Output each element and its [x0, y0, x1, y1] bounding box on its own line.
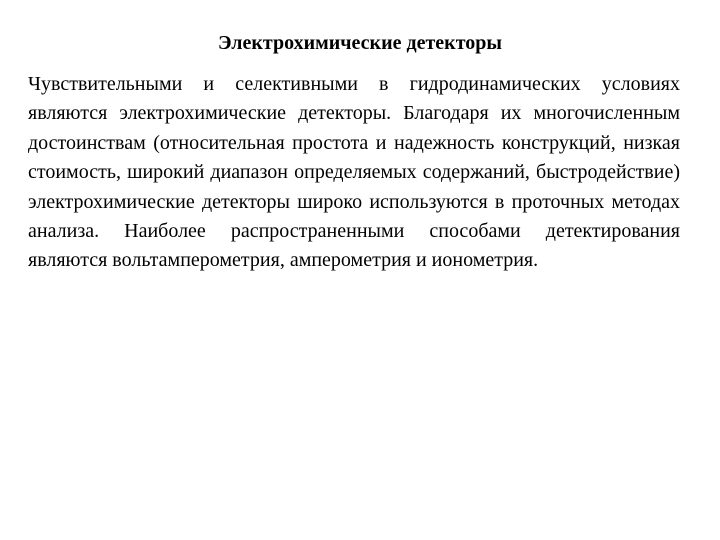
slide-body-text: Чувствительными и селективными в гидродинамических условиях являются электрохимические детекторы. Благодаря их многочисленным достоинствам (относительная простота и надежность конструкций, низкая стоимость, широкий диапазон определяемых содержаний, быстродействие) электрохимические детекторы широко используются в проточных методах анализа. Наиболее распространенными способами детектирования являются вольтамперометрия, амперометрия и ионометрия. [28, 73, 680, 272]
slide-title: Электрохимические детекторы [217, 32, 502, 54]
